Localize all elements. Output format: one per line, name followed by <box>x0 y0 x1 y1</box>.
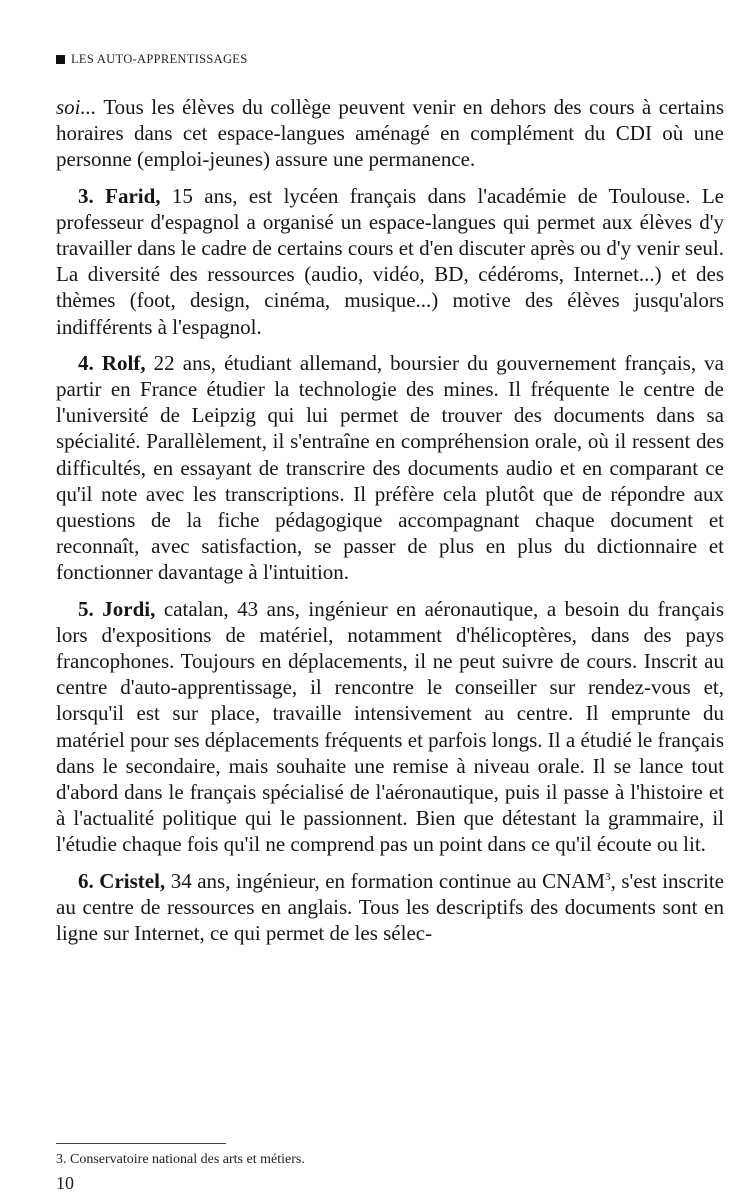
intro-italic: soi... <box>56 95 97 119</box>
case-text: 15 ans, est lycéen français dans l'académie de Toulouse. Le professeur d'espagnol a organisé un espace-langues qui permet aux élèves d'y travailler dans le cadre de certains cours et d'en discuter après ou d'y venir seul. La diversité des ressources (audio, vidéo, BD, cédéroms, Internet...) et des thèmes (foot, design, cinéma, musique...) motive des élèves jusqu'alors indifférents à l'espagnol. <box>56 183 724 339</box>
case-number: 4. <box>78 350 94 375</box>
header-square-icon <box>56 55 65 64</box>
body-text <box>56 94 724 956</box>
case-paragraph-3 <box>56 183 724 340</box>
case-name: Farid, <box>105 183 161 208</box>
running-header <box>56 52 248 67</box>
page-number: 10 <box>56 1173 74 1193</box>
case-name: Rolf, <box>101 350 146 375</box>
case-number: 6. <box>78 868 94 893</box>
case-text: catalan, 43 ans, ingénieur en aéronautique, a besoin du français lors d'expositions de matériel, notamment d'hélicoptères, dans des pays francophones. Toujours en déplacements, il ne peut suivre de cours. Inscrit au centre d'auto-apprentissage, il rencontre le conseiller sur rendez-vous et, lorsqu'il est sur place, travaille intensivement au centre. Il emprunte du matériel pour ses déplacements fréquents et parfois longs. Il a étudié le français dans le secondaire, mais souhaite une remise à niveau orale. Il se lance tout d'abord dans le français spécialisé de l'aéronautique, puis il passe à l'histoire et à l'actualité politique qui le passionnent. Bien que détestant la grammaire, il l'étudie chaque fois qu'il ne comprend pas un point dans ce qu'il écoute ou lit. <box>56 596 724 857</box>
case-text-continued: , s'est inscrite au centre de ressources en anglais. Tous les descriptifs des documents sont en ligne sur Internet, ce qui permet de les sélec- <box>56 868 724 946</box>
case-number: 3. <box>78 183 94 208</box>
case-name: Cristel, <box>99 868 166 893</box>
case-name: Jordi, <box>102 596 156 621</box>
case-text: 22 ans, étudiant allemand, boursier du gouvernement français, va partir en France étudier la technologie des mines. Il fréquente le centre de l'université de Leipzig qui lui permet de trouver des documents dans sa spécialité. Parallèlement, il s'entraîne en compréhension orale, où il ressent des difficultés, en essayant de transcrire des documents audio et en comparant ce qu'il note avec les transcriptions. Il préfère cela plutôt que de répondre aux questions de la fiche pédagogique accompagnant chaque document et reconnaît, avec satisfaction, se passer de plus en plus du dictionnaire et fonctionner davantage à l'intuition. <box>56 350 724 585</box>
case-text: 34 ans, ingénieur, en formation continue au CNAM <box>165 868 606 893</box>
running-title: LES AUTO-APPRENTISSAGES <box>71 52 248 66</box>
intro-paragraph <box>56 94 724 173</box>
case-paragraph-4 <box>56 350 724 586</box>
intro-text: Tous les élèves du collège peuvent venir en dehors des cours à certains horaires dans cet espace-langues aménagé en complément du CDI où une personne (emploi-jeunes) assure une permanence. <box>56 95 724 172</box>
case-paragraph-5 <box>56 596 724 858</box>
footnote-divider <box>56 1143 226 1144</box>
case-paragraph-6 <box>56 868 724 947</box>
footnote: 3. Conservatoire national des arts et métiers. <box>56 1152 305 1167</box>
case-number: 5. <box>78 596 94 621</box>
footnote-reference: 3 <box>605 870 611 883</box>
